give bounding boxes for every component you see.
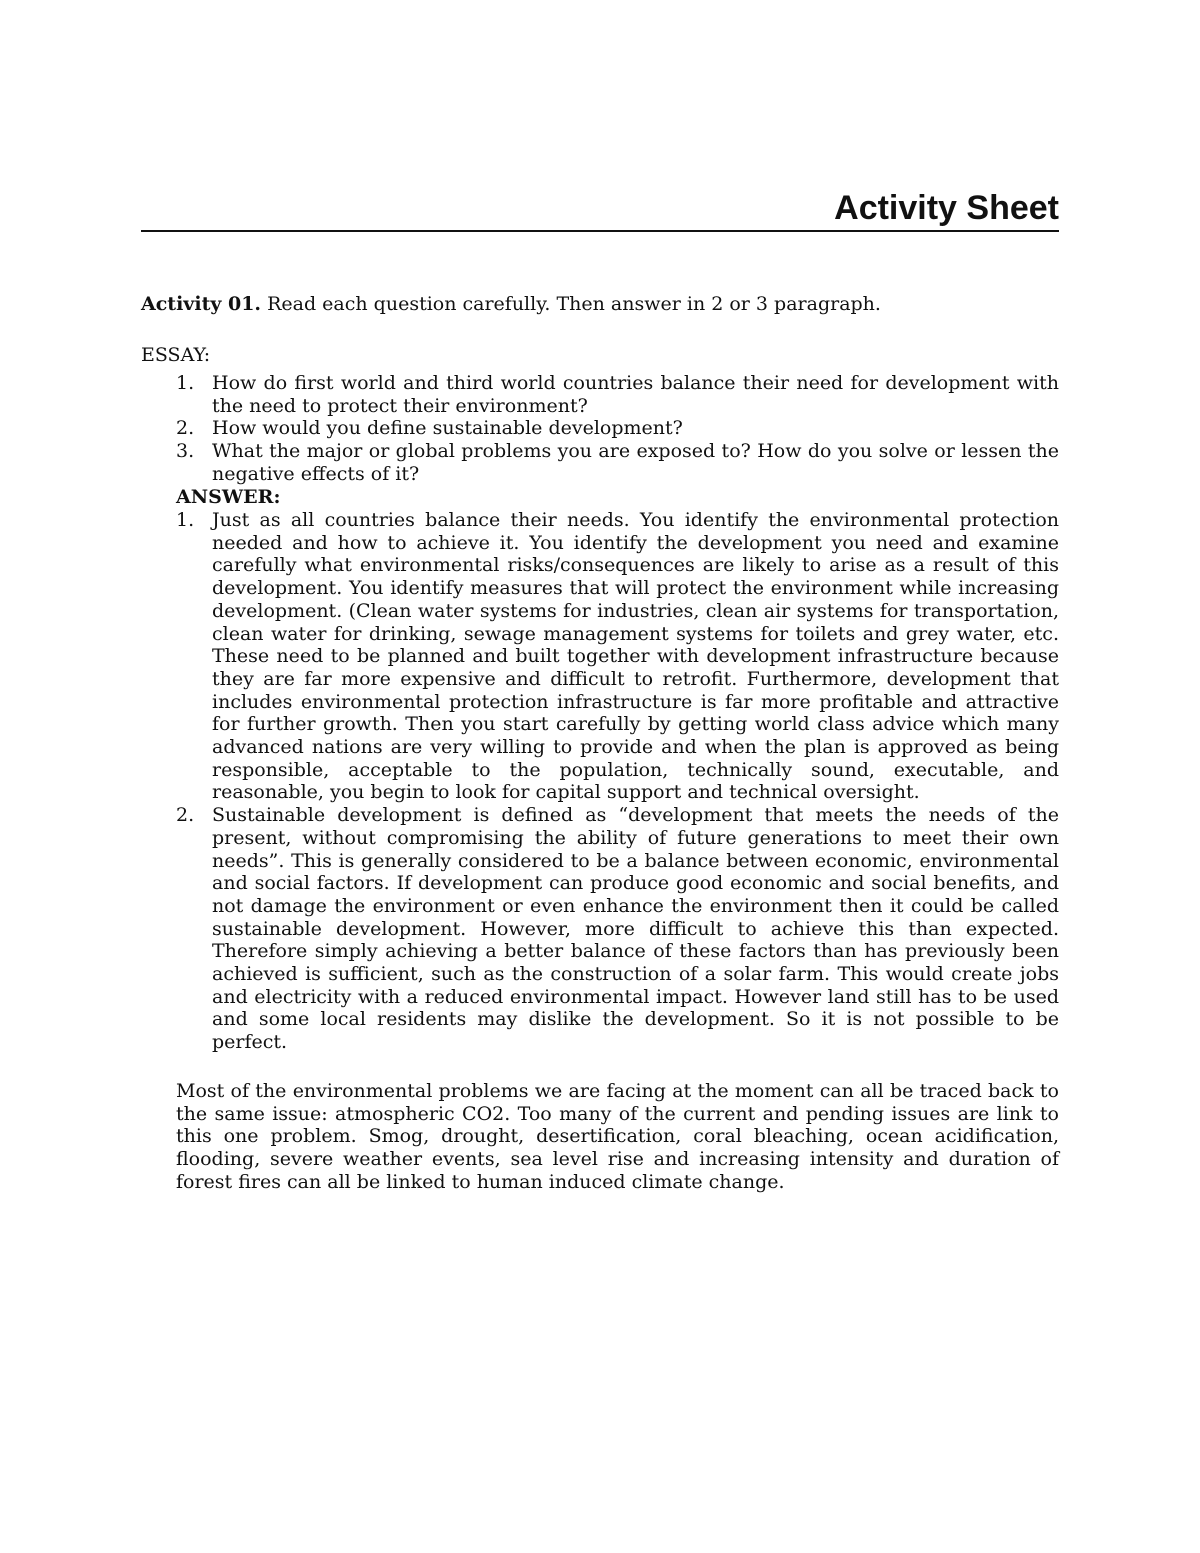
activity-instruction-text: Read each question carefully. Then answer in 2 or 3 paragraph.: [261, 293, 881, 315]
answer-text: Just as all countries balance their needs. You identify the environmental protection needed and how to achieve it. You identify the development you need and examine carefully what environmental risks/consequences are likely to arise as a result of this development. You identify measures that will protect the environment while increasing development. (Clean water systems for industries, clean air systems for transportation, clean water for drinking, sewage management systems for toilets and grey water, etc. These need to be planned and built together with development infrastructure because they are far more expensive and difficult to retrofit. Furthermore, development that includes environmental protection infrastructure is far more profitable and attractive for further growth. Then you start carefully by getting world class advice which many advanced nations are very willing to provide and when the plan is approved as being responsible, acceptable to the population, technically sound, executable, and reasonable, you begin to look for capital support and technical oversight.: [212, 509, 1059, 804]
answer-list: [176, 509, 1059, 1054]
question-text: How would you define sustainable development?: [212, 417, 683, 440]
question-list: [176, 372, 1059, 486]
question-number: 2.: [176, 417, 195, 440]
page-title: Activity Sheet: [834, 189, 1059, 227]
answer-heading: ANSWER:: [176, 486, 281, 508]
question-item-3: [176, 440, 1059, 485]
question-item-2: [176, 417, 1059, 440]
answer-item-2: [176, 804, 1059, 1054]
question-number: 1.: [176, 372, 195, 394]
question-number: 3.: [176, 440, 195, 463]
activity-number: Activity 01.: [141, 293, 262, 315]
answer-item-1: [176, 509, 1059, 804]
answer-number: 2.: [176, 804, 195, 827]
answer-text: Sustainable development is defined as “development that meets the needs of the present, without compromising the ability of future generations to meet their own needs”. This is generally considered to be a balance between economic, environmental and social factors. If development can produce good economic and social benefits, and not damage the environment or even enhance the environment then it could be called sustainable development. However, more difficult to achieve this than expected. Therefore simply achieving a better balance of these factors than has previously been achieved is sufficient, such as the construction of a solar farm. This would create jobs and electricity with a reduced environmental impact. However land still has to be used and some local residents may dislike the development. So it is not possible to be perfect.: [212, 804, 1059, 1054]
closing-paragraph: Most of the environmental problems we are facing at the moment can all be traced back to the same issue: atmospheric CO2. Too many of the current and pending issues are link to this one problem. Smog, drought, desertification, coral bleaching, ocean acidification, flooding, severe weather events, sea level rise and increasing intensity and duration of forest fires can all be linked to human induced climate change.: [176, 1080, 1059, 1193]
question-text: How do first world and third world countries balance their need for development with the need to protect their environment?: [212, 372, 1059, 417]
title-divider: [141, 230, 1059, 232]
activity-instructions: [141, 293, 1059, 316]
question-text: What the major or global problems you are exposed to? How do you solve or lessen the negative effects of it?: [212, 440, 1059, 485]
essay-heading: ESSAY:: [141, 344, 211, 366]
question-item-1: [176, 372, 1059, 417]
answer-number: 1.: [176, 509, 195, 531]
